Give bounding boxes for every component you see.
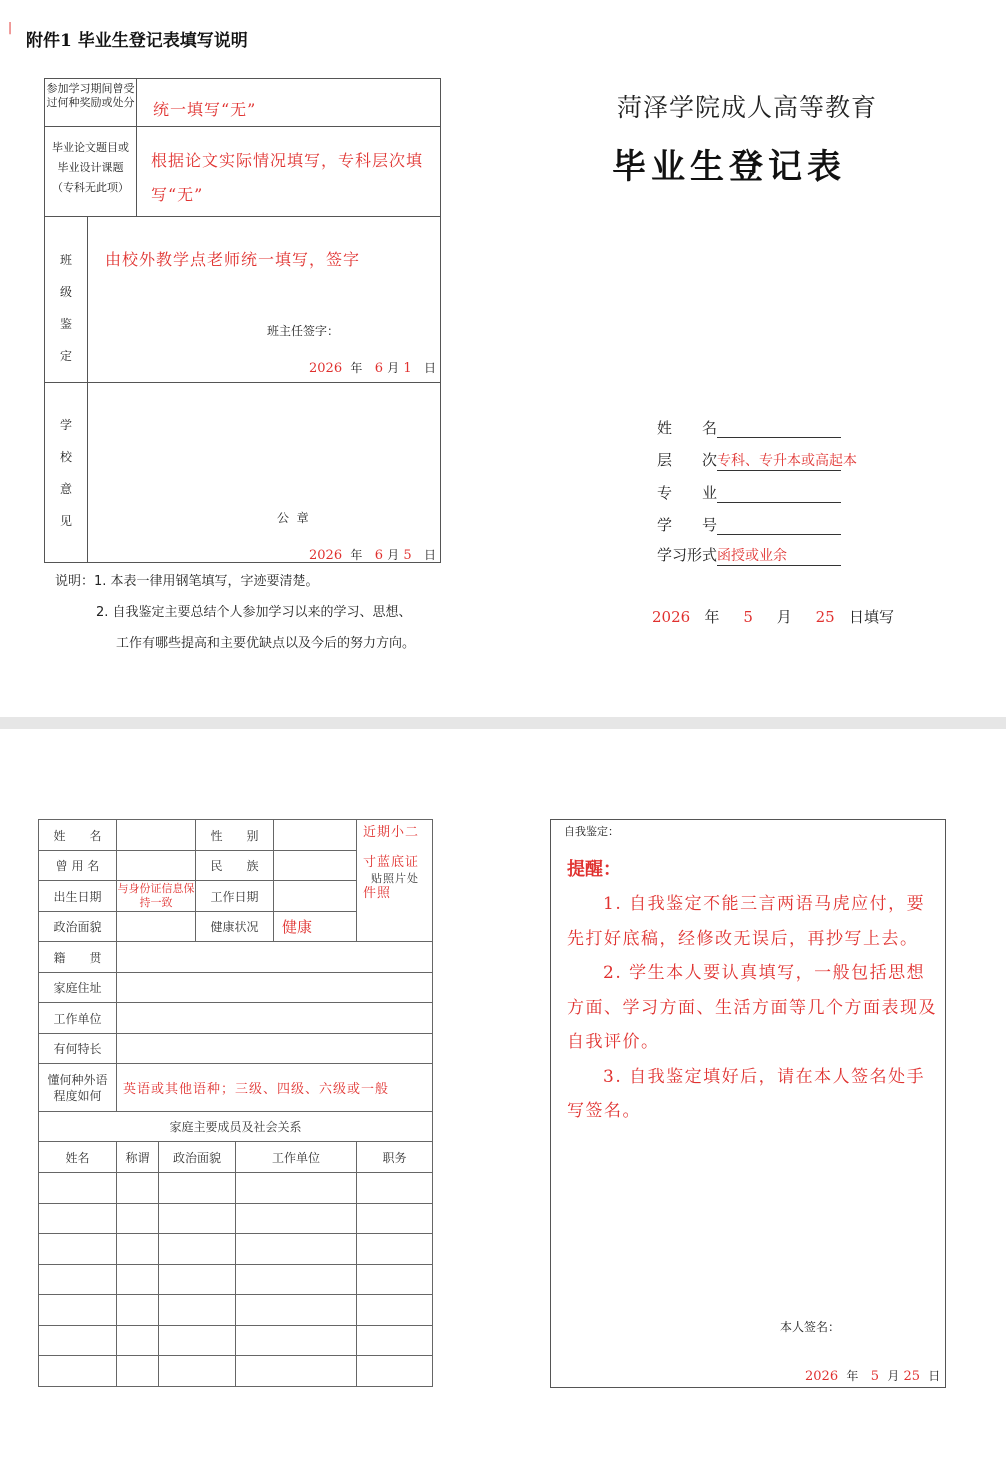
registration-back-page — [44, 78, 441, 563]
photo-note-line: 寸蓝底证 — [363, 855, 420, 870]
family-section-title: 家庭主要成员及社会关系 — [39, 1112, 433, 1142]
thesis-row — [45, 126, 440, 217]
health-value[interactable]: 健康 — [274, 912, 357, 942]
address-label: 家庭住址 — [39, 973, 117, 1003]
work-date-input[interactable] — [274, 881, 357, 912]
date-month-unit: 月 — [887, 1369, 900, 1383]
gender-label: 性 别 — [196, 820, 274, 851]
date-month: 6 — [374, 548, 384, 563]
birth-value[interactable]: 与身份证信息保持一致 — [117, 881, 196, 912]
workplace-input[interactable] — [117, 1003, 433, 1034]
cover-name-label: 姓 名 — [657, 419, 718, 437]
self-evaluation-box[interactable] — [550, 819, 946, 1388]
cover-mode-label: 学习形式 — [657, 546, 718, 564]
date-year: 2026 — [805, 1369, 839, 1384]
class-eval-row — [45, 216, 440, 383]
cover-level-label: 层 次 — [657, 451, 718, 469]
cover-school-name: 菏泽学院成人高等教育 — [617, 93, 878, 122]
cover-id-line[interactable] — [717, 517, 841, 535]
family-col-name: 姓名 — [39, 1142, 117, 1173]
cover-level-field — [657, 449, 858, 471]
page-title: 附件1 毕业生登记表填写说明 — [26, 31, 248, 51]
language-label: 懂何种外语程度如何 — [39, 1064, 117, 1112]
family-col-position: 职务 — [357, 1142, 433, 1173]
cover-name-field — [657, 417, 841, 438]
school-opinion-row — [45, 382, 440, 562]
date-year: 2026 — [309, 361, 343, 376]
margin-mark: | — [8, 20, 13, 34]
date-day: 25 — [903, 1369, 921, 1384]
ethnic-input[interactable] — [274, 851, 357, 881]
date-month: 5 — [743, 608, 753, 626]
date-month-unit: 月 — [387, 548, 400, 562]
cover-major-field — [657, 482, 841, 503]
reminder-item: 2. 学生本人要认真填写，一般包括思想方面、学习方面、生活方面等几个方面表现及自我评价。 — [567, 963, 937, 1052]
date-year-unit: 年 — [350, 548, 363, 562]
cover-major-line[interactable] — [717, 485, 841, 503]
workplace-label: 工作单位 — [39, 1003, 117, 1034]
cover-level-value[interactable]: 专科、专升本或高起本 — [717, 450, 841, 471]
cover-form-title: 毕业生登记表 — [612, 147, 846, 187]
thesis-label-line: （专科无此项） — [52, 181, 129, 194]
date-day: 5 — [403, 548, 412, 563]
reminder-item: 3. 自我鉴定填好后，请在本人签名处手写签名。 — [567, 1066, 926, 1121]
name-label: 姓 名 — [39, 820, 117, 851]
family-row — [39, 1326, 433, 1356]
reward-label: 参加学习期间曾受过何种奖励或处分 — [45, 79, 137, 126]
name-input[interactable] — [117, 820, 196, 851]
date-year: 2026 — [652, 608, 691, 626]
thesis-label-line: 毕业论文题目或 — [52, 141, 129, 154]
photo-note — [357, 820, 432, 903]
gender-input[interactable] — [274, 820, 357, 851]
cover-mode-field — [657, 544, 841, 566]
date-year: 2026 — [309, 548, 343, 563]
family-row — [39, 1173, 433, 1204]
date-month: 5 — [870, 1369, 880, 1384]
cover-id-label: 学 号 — [657, 516, 718, 534]
family-col-workplace: 工作单位 — [236, 1142, 357, 1173]
label-char: 见 — [59, 514, 72, 528]
address-input[interactable] — [117, 973, 433, 1003]
date-day-unit: 日 — [424, 361, 437, 375]
reminder-body — [567, 887, 937, 1129]
photo-note-line: 件照 — [363, 886, 392, 901]
family-col-politics: 政治面貌 — [159, 1142, 236, 1173]
date-month-unit: 月 — [776, 608, 792, 626]
family-row — [39, 1265, 433, 1295]
cover-major-label: 专 业 — [657, 484, 718, 502]
thesis-label — [45, 126, 137, 216]
note-line-2: 2. 自我鉴定主要总结个人参加学习以来的学习、思想、 — [96, 605, 412, 620]
school-seal: 公 章 — [277, 511, 309, 525]
label-char: 意 — [59, 482, 72, 496]
family-row — [39, 1204, 433, 1234]
student-info-table — [38, 819, 433, 1387]
class-teacher-sign: 班主任签字： — [267, 324, 340, 338]
self-sign-label: 本人签名： — [780, 1320, 841, 1334]
politics-label: 政治面貌 — [39, 912, 117, 942]
school-opinion-date — [309, 546, 436, 563]
family-row — [39, 1295, 433, 1326]
skill-input[interactable] — [117, 1034, 433, 1064]
date-day-unit: 日 — [424, 548, 437, 562]
date-month: 6 — [374, 361, 384, 376]
skill-label: 有何特长 — [39, 1034, 117, 1064]
class-eval-date — [309, 359, 436, 376]
label-char: 班 — [59, 253, 72, 267]
label-char: 校 — [59, 450, 72, 464]
label-char: 定 — [59, 349, 72, 363]
label-char: 级 — [59, 285, 72, 299]
class-eval-label — [45, 216, 88, 382]
native-place-label: 籍 贯 — [39, 942, 117, 973]
page-divider — [0, 717, 1006, 729]
date-day-unit: 日填写 — [849, 608, 895, 626]
alias-label: 曾 用 名 — [39, 851, 117, 881]
self-eval-label: 自我鉴定： — [564, 825, 619, 838]
self-eval-date — [805, 1367, 940, 1384]
family-row — [39, 1234, 433, 1265]
thesis-value — [151, 144, 423, 212]
date-day-unit: 日 — [928, 1369, 941, 1383]
ethnic-label: 民 族 — [196, 851, 274, 881]
reward-row — [45, 79, 440, 127]
work-date-label: 工作日期 — [196, 881, 274, 912]
reminder-heading: 提醒： — [567, 859, 621, 880]
native-place-input[interactable] — [117, 942, 433, 973]
family-col-relation: 称谓 — [117, 1142, 159, 1173]
alias-input[interactable] — [117, 851, 196, 881]
reward-value: 统一填写“无” — [153, 100, 257, 119]
date-year-unit: 年 — [350, 361, 363, 375]
cover-id-field — [657, 514, 841, 535]
photo-placeholder-label: 贴照片处 — [371, 872, 420, 885]
language-value[interactable]: 英语或其他语种；三级、四级、六级或一般 — [117, 1064, 433, 1112]
date-month-unit: 月 — [387, 361, 400, 375]
thesis-value-line: 写“无” — [151, 185, 204, 204]
thesis-value-line: 根据论文实际情况填写，专科层次填 — [151, 151, 424, 170]
thesis-label-line: 毕业设计课题 — [57, 161, 124, 174]
class-eval-value: 由校外教学点老师统一填写，签字 — [105, 250, 361, 269]
reminder-item: 1. 自我鉴定不能三言两语马虎应付，要先打好底稿，经修改无误后，再抄写上去。 — [567, 894, 926, 949]
photo-cell[interactable] — [357, 820, 433, 942]
note-line-1: 说明：1. 本表一律用钢笔填写，字迹要清楚。 — [55, 574, 319, 589]
birth-label: 出生日期 — [39, 881, 117, 912]
label-char: 学 — [59, 418, 72, 432]
family-row — [39, 1356, 433, 1387]
cover-name-line[interactable] — [717, 420, 841, 438]
school-opinion-label — [45, 382, 88, 562]
date-year-unit: 年 — [846, 1369, 859, 1383]
cover-fill-date — [652, 606, 894, 627]
photo-note-line: 近期小二 — [363, 825, 420, 840]
note-line-3: 工作有哪些提高和主要优缺点以及今后的努力方向。 — [116, 636, 416, 651]
date-year-unit: 年 — [704, 608, 720, 626]
label-char: 鉴 — [59, 317, 72, 331]
health-label: 健康状况 — [196, 912, 274, 942]
date-day: 1 — [403, 361, 412, 376]
cover-mode-value[interactable]: 函授或业余 — [717, 545, 841, 566]
date-day: 25 — [815, 608, 835, 626]
politics-input[interactable] — [117, 912, 196, 942]
